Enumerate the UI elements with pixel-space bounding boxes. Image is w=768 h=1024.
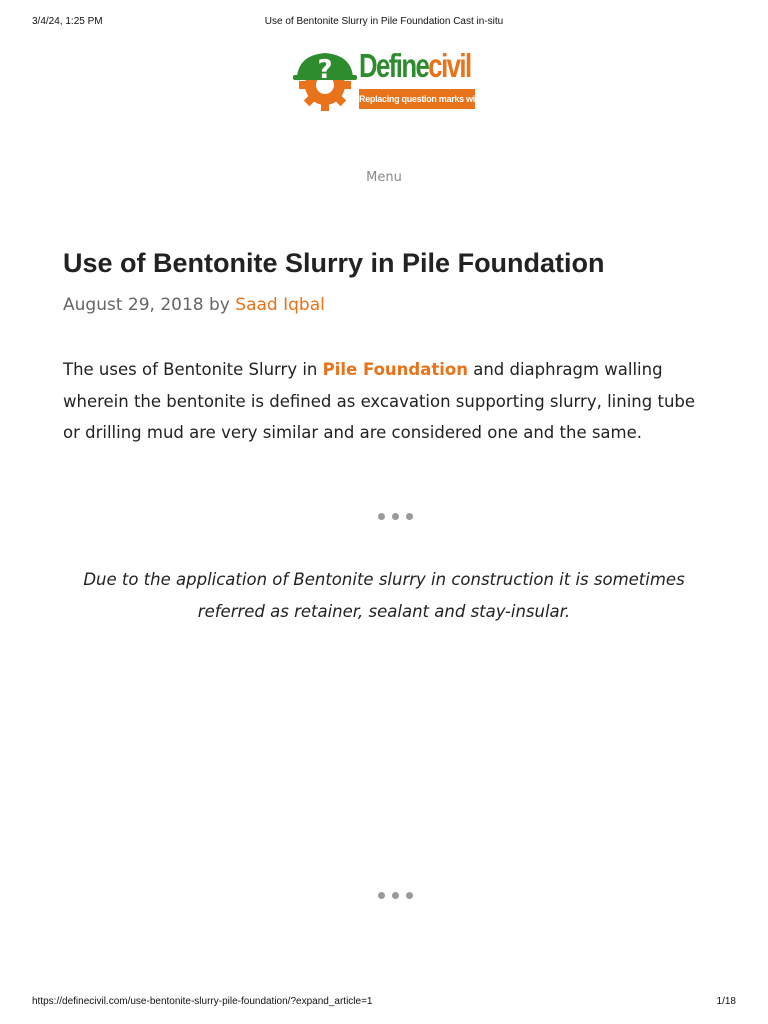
ellipsis-separator [376, 513, 416, 521]
ellipsis-dot [406, 513, 413, 520]
menu-toggle[interactable]: Menu [366, 170, 402, 185]
author-link[interactable]: Saad Iqbal [235, 295, 325, 315]
logo-word-civil: civil [428, 47, 471, 84]
print-header [32, 16, 736, 30]
logo-wordmark [359, 47, 471, 85]
article-date: August 29, 2018 [63, 295, 204, 315]
ellipsis-dot [392, 892, 399, 899]
print-url: https://definecivil.com/use-bentonite-slurry-pile-foundation/?expand_article=1 [32, 996, 373, 1007]
print-page-number: 1/18 [716, 996, 736, 1007]
ellipsis-dot [378, 892, 385, 899]
intro-text-before: The uses of Bentonite Slurry in [63, 360, 323, 379]
print-datetime: 3/4/24, 1:25 PM [32, 16, 103, 27]
print-footer [32, 996, 736, 1010]
ellipsis-dot [378, 513, 385, 520]
gear-question-icon [291, 45, 359, 111]
pile-foundation-link[interactable]: Pile Foundation [322, 360, 468, 379]
ellipsis-separator [376, 892, 416, 900]
pull-quote: Due to the application of Bentonite slurry in construction it is sometimes referred as retainer, sealant and stay-insular. [83, 570, 685, 621]
article-title: Use of Bentonite Slurry in Pile Foundation [63, 248, 605, 278]
svg-text:?: ? [317, 55, 333, 85]
intro-paragraph [63, 354, 708, 449]
site-logo[interactable] [291, 45, 525, 113]
ellipsis-dot [406, 892, 413, 899]
logo-tagline: Replacing question marks with full stops. [359, 89, 475, 109]
byline-by: by [209, 295, 230, 315]
intro-text-after: and diaphragm walling wherein the bentonite is defined as excavation supporting slurry, lining tube or drilling mud are very similar and are considered one and the same. [63, 360, 696, 442]
article-byline [63, 292, 325, 318]
logo-word-define: Define [359, 47, 429, 84]
print-document-title: Use of Bentonite Slurry in Pile Foundation Cast in-situ [264, 16, 504, 27]
ellipsis-dot [392, 513, 399, 520]
